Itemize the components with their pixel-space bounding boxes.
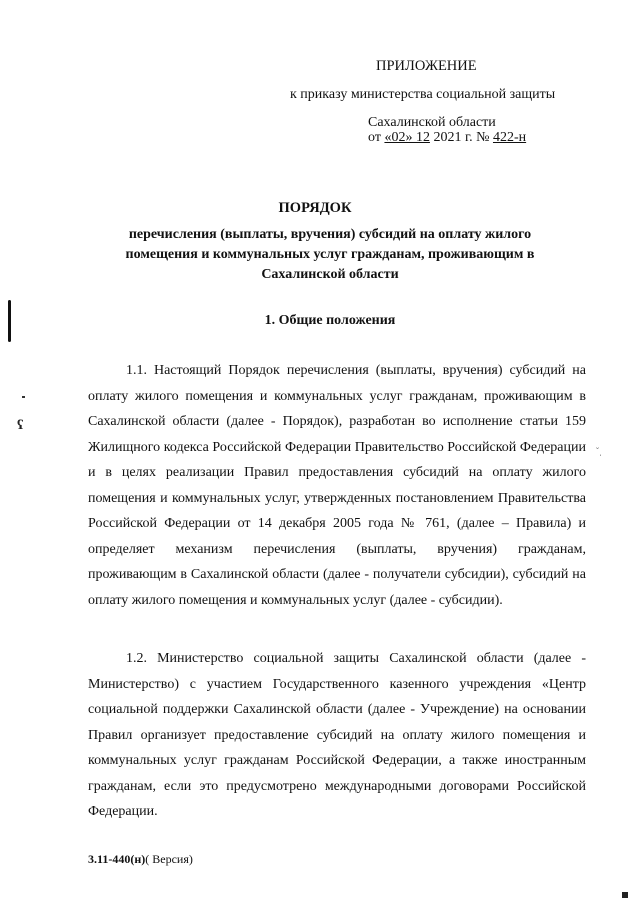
date-middle: 2021 г. № [429, 130, 493, 145]
document-code: 3.11-440(н) [88, 852, 146, 866]
document-subtitle: перечисления (выплаты, вручения) субсидий на оплату жилого помещения и коммунальных услуг гражданам, проживающим в Сахалинской области [125, 227, 535, 282]
scan-artifact-glyph: ʕ [17, 418, 24, 433]
order-reference: к приказу министерства социальной защиты [290, 87, 556, 102]
appendix-label: ПРИЛОЖЕНИЕ [376, 58, 477, 74]
paragraph-1-1: 1.1. Настоящий Порядок перечисления (выплаты, вручения) субсидий на оплату жилого помещения и коммунальных услуг гражданам, проживающим в Сахалинской области (далее - Порядок), разработан во исполнение статьи 159 Жилищного кодекса Российской Федерации Правительство Российской Федерации и в целях реализации Правил предоставления субсидий на оплату жилого помещения и коммунальных услуг, утвержденных постановлением Правительства Российской Федерации от 14 декабря 2005 года № 761, (далее – Правила) и определяет механизм перечисления (выплаты, вручения) гражданам, проживающим в Сахалинской области (далее - получатели субсидии), субсидий на оплату жилого помещения и коммунальных услуг (далее - субсидии). [88, 363, 586, 608]
document-footer [88, 852, 193, 867]
scan-artifact-dot [22, 396, 25, 398]
paragraph-1-2: 1.2. Министерство социальной защиты Сахалинской области (далее - Министерство) с участием Государственного казенного учреждения «Центр социальной поддержки Сахалинской области (далее - Учреждение) на основании Правил организует предоставление субсидий на оплату жилого помещения и коммунальных услуг гражданам Российской Федерации, а также иностранным гражданам, если это предусмотрено международными договорами Российской Федерации. [88, 651, 586, 819]
document-title: ПОРЯДОК [278, 200, 352, 216]
section-heading: 1. Общие положения [264, 313, 396, 328]
region-name: Сахалинской области [368, 115, 496, 130]
date-prefix: от [368, 130, 385, 145]
order-number: 422-н [492, 130, 527, 145]
document-version: ( Версия) [145, 852, 193, 866]
scan-artifact-speck: ˘ˌ [596, 446, 602, 456]
order-date: «02» 12 [384, 130, 430, 145]
order-date-line [368, 130, 526, 146]
scan-artifact-corner [622, 892, 628, 898]
